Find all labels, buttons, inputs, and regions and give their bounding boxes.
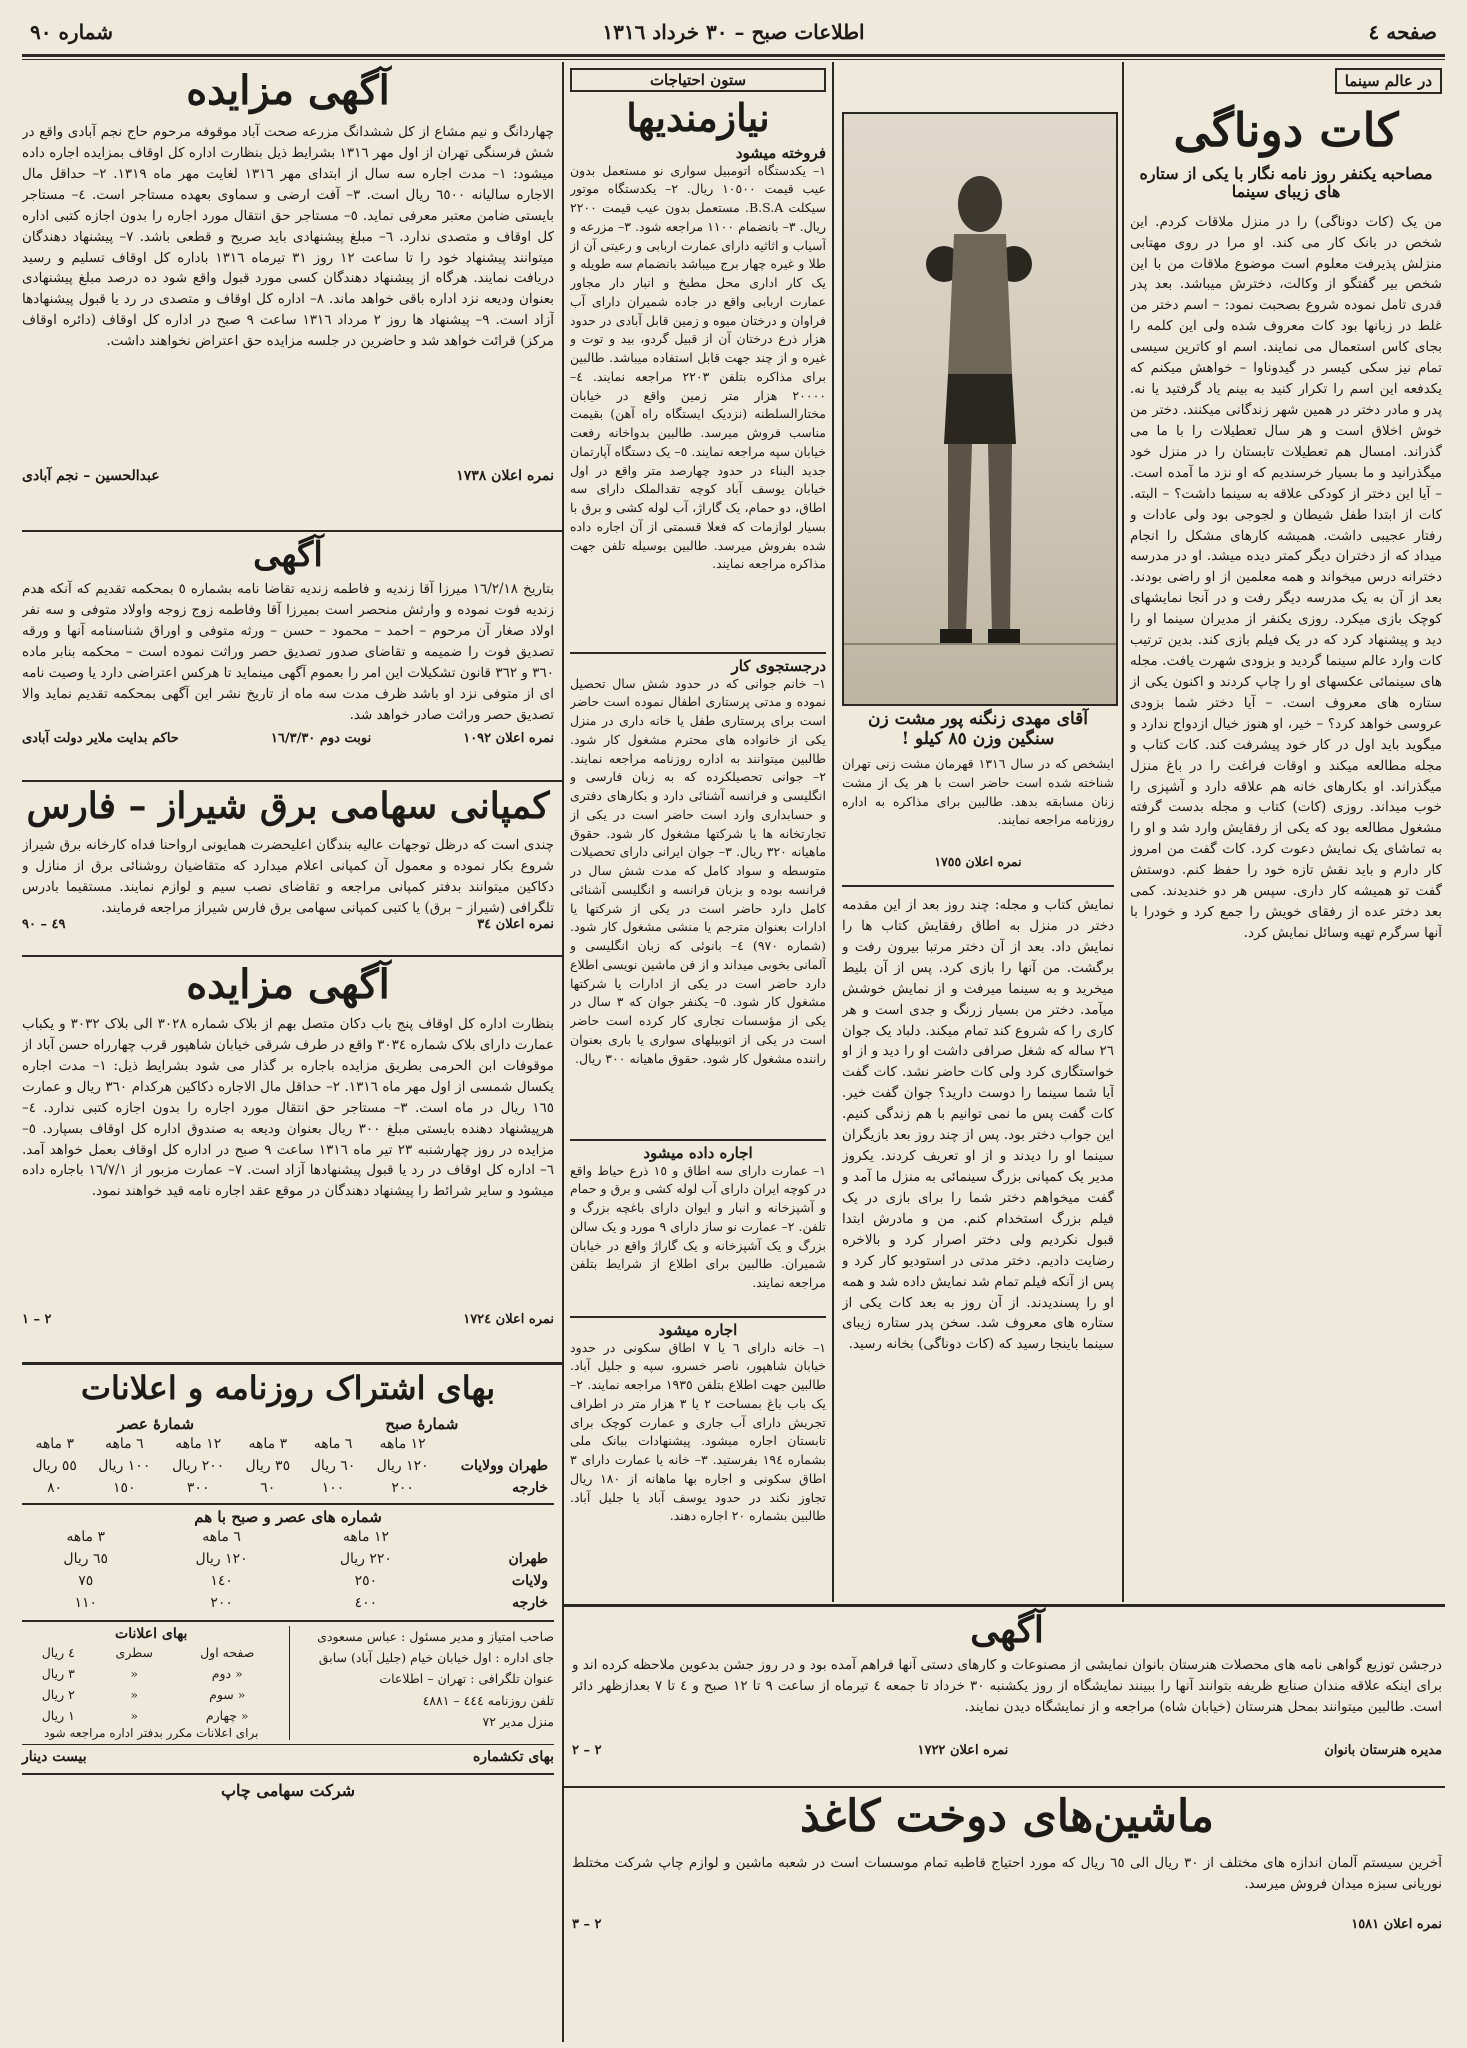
ads-title: بهای اعلانات bbox=[115, 1625, 188, 1642]
publisher-info bbox=[289, 1626, 555, 1740]
cell: ٢ ریال bbox=[41, 1686, 75, 1702]
section-rule bbox=[562, 1604, 1445, 1607]
combined-title: شماره های عصر و صبح با هم bbox=[22, 1503, 554, 1526]
table-row bbox=[22, 1642, 281, 1663]
court-notice bbox=[22, 536, 554, 776]
row-label: خارجه bbox=[512, 1479, 548, 1496]
company-title: کمپانی سهامی برق شیراز – فارس bbox=[26, 785, 550, 827]
article-title: کات دوناگی bbox=[1173, 103, 1399, 157]
ads-note: برای اعلانات مکرر بدفتر اداره مراجعه شود bbox=[44, 1725, 259, 1740]
cell: « bbox=[130, 1665, 139, 1681]
cell: صفحه اول bbox=[200, 1644, 255, 1660]
printer-name: شرکت سهامی چاپ bbox=[22, 1773, 554, 1800]
sewing-body: آخرین سیستم آلمان اندازه های مختلف از ٣٠ ریال الی ٦٥ ریال که مورد احتیاج قاطبه تمام موسسات است در شعبه ماشین و لوازم چاپ شرکت مختلط نوریانی سبزه میدان فروش میرسد. bbox=[572, 1854, 1442, 1892]
cell: « سوم bbox=[209, 1686, 246, 1702]
column-divider bbox=[832, 62, 834, 1602]
cell: ١٢٠ ریال bbox=[376, 1457, 429, 1474]
section-rule bbox=[562, 1786, 1445, 1788]
auction-title: آگهی مزایده bbox=[186, 67, 390, 114]
for-rent-body: ١– عمارت دارای سه اطاق و ١٥ ذرع حیاط واقع در کوچه ایران دارای آب لوله کشی و برق و حمام و آشپزخانه و انبار و ایوان دارای باغچه بزرگ و تلفن. ٢– عمارت نو ساز دارای ٩ مورد و یک سالن بزرگ و یک آشپزخانه و یک گاراژ واقع در خیابان شمیران. طالبین برای اطلاع از شرایط بتلفن مراجعه نمایند. bbox=[570, 1162, 826, 1291]
page-label: صفحه ٤ bbox=[1368, 20, 1437, 44]
rates-table-a bbox=[22, 1433, 554, 1499]
cell: ٤٠٠ bbox=[354, 1594, 378, 1611]
wanted-rent-heading: اجاره میشود bbox=[570, 1316, 826, 1339]
table-row bbox=[22, 1684, 281, 1705]
notice-body: بتاریخ ١٦/٢/١٨ میرزا آقا زندیه و فاطمه زندیه تقاضا نامه بشماره ٥ بمحکمه تقدیم که آنکه هدم زندیه فوت نموده و وارثش منحصر است بمیرزا آقا وفاطمه زوج زوجه واولاد متوفی و سه نفر اولاد صغار آن مرحوم – احمد – محمود – حسن – ورثه متوفی و اوراق شناسنامه آنها و ورقه تصدیق فوت را ضمیمه و تقاضای صدور تصدیق حصر وراثت نموده است – محکمه بنابر ماده ٣٦٠ و ٣٦٢ قانون تشکیلات این امر را بعموم آگهی مینماید تا هرکس اعتراضی دارد یا وصیت نامه ای از متوفی نزد او باشد ظرف مدت سه ماه از تاریخ نشر این آگهی بمحکمه تقدیم نماید والا تصدیق حصر وراثت صادر خواهد شد. bbox=[22, 581, 554, 723]
row-label: خارجه bbox=[512, 1594, 548, 1611]
auction-signature: عبدالحسین – نجم آبادی bbox=[22, 468, 160, 484]
table-row bbox=[22, 1433, 554, 1455]
cell: ٤ ریال bbox=[41, 1644, 75, 1660]
cell: ٢٠٠ bbox=[210, 1594, 233, 1611]
table-row bbox=[22, 1663, 281, 1684]
notice-title: آگهی bbox=[253, 535, 323, 575]
boxer-photo bbox=[842, 112, 1118, 706]
cell: ٢٠٠ ریال bbox=[172, 1457, 225, 1474]
notice-turn: نوبت دوم ١٦/٣/٣٠ bbox=[270, 731, 372, 747]
cell: ١٠٠ bbox=[321, 1479, 345, 1496]
table-row bbox=[22, 1548, 554, 1570]
caption-title: آقای مهدی زنگنه پور مشت زن سنگین وزن ٨٥ کیلو ! bbox=[867, 709, 1089, 749]
auction2-title: آگهی مزایده bbox=[186, 961, 390, 1008]
cell: « bbox=[130, 1707, 139, 1723]
table-row bbox=[22, 1526, 554, 1548]
auction-notice-number: نمره اعلان ١٧٣٨ bbox=[456, 468, 554, 484]
cell: ٢٢٠ ریال bbox=[339, 1550, 392, 1567]
boxer-figure-icon bbox=[844, 114, 1116, 704]
rates-table-b bbox=[22, 1526, 554, 1614]
cell: ١٢٠ ریال bbox=[195, 1550, 248, 1567]
masthead-rule bbox=[22, 54, 1445, 57]
cell: ١٠٠ ریال bbox=[98, 1457, 151, 1474]
auction2-ref: ٢ – ١ bbox=[22, 1312, 52, 1327]
masthead-rule-thin bbox=[22, 59, 1445, 60]
photo-caption bbox=[842, 710, 1114, 900]
manager-phone-line: منزل مدیر ٧٢ bbox=[482, 1713, 554, 1729]
cell: ٣٥ ریال bbox=[245, 1457, 291, 1474]
ads-table bbox=[22, 1642, 281, 1726]
table-row bbox=[22, 1570, 554, 1592]
sewing-ref: ٢ – ٣ bbox=[572, 1916, 602, 1932]
col-header: ٣ ماهه bbox=[66, 1528, 106, 1545]
cell: ٨٠ bbox=[47, 1479, 63, 1496]
notice-number: نمره اعلان ١٠٩٢ bbox=[463, 731, 554, 747]
school-signer: مدیره هنرستان بانوان bbox=[1324, 1743, 1442, 1759]
owner-line: صاحب امتیاز و مدیر مسئول : عباس مسعودی bbox=[317, 1628, 554, 1644]
col-header: ٦ ماهه bbox=[313, 1435, 353, 1452]
phone-line: تلفن روزنامه ٤٤٤ – ٤٨٨١ bbox=[422, 1692, 554, 1708]
company-ref: ٤٩ – ٩٠ bbox=[22, 917, 66, 933]
cell: ٦٥ ریال bbox=[63, 1550, 109, 1567]
cell: ٦٠ bbox=[260, 1479, 276, 1496]
col-header: ١٢ ماهه bbox=[175, 1435, 222, 1452]
column-divider bbox=[1122, 62, 1124, 1602]
cinema-continuation: نمایش کتاب و مجله: چند روز بعد از این مقدمه دختر در منزل به اطاق رفقایش کتاب ها را نمایش داد. بعد از آن دختر مرتبا بیرون رفت و برگشت. من آنها را بازی کرد. پس از آن بلیط میخرید و به سینما میرفت و از نمایش خوشش میآمد. دختر من بسیار زرنگ و جدی است و هر کاری را که شروع کند تمام میکند. دلباد یک جوان ٢٦ ساله که شغل صرافی داشت او را دید و از او خواستگاری کرد ولی کات حاضر نشد. کات گفت آیا شما سینما را دوست دارید؟ جوان گفت خیر. کات گفت پس ما نمی توانیم با هم زندگی کنیم. این جواب دختر بود. پس از چند روز بعد بازیگران سینما او را دیدند و از او تعریف کردند. یکروز مدیر یک کمپانی بزرگ سینمائی به منزل ما آمد و گفت میخواهم دختر شما را برای بازی در یک فیلم بزرگ استخدام کنم. من و مادرش ابتدا قبول نکردیم ولی دختر اصرار کرد و بالاخره رضایت دادیم. دختر مدتی در استودیو کار کرد و پس از آنکه فیلم تمام شد نمایش داده شد و همه او را پسندیدند. از آن روز به بعد کات یکی از ستاره های معروف شد. سخن پدر ستاره زیبای سینما باینجا رسید که (کات دوناگی) بخانه رسید. bbox=[842, 897, 1114, 1353]
cell: ٧٥ bbox=[78, 1572, 94, 1589]
section-tag: در عالم سینما bbox=[1335, 68, 1442, 94]
school-notice-body: درجشن توزیع گواهی نامه های محصلات هنرستان بانوان نمایشی از مصنوعات و کارهای دستی آنها فراهم آمده بود و در روز جشن بدعوین ملاحظه کرده اند و برای اینکه علاقه مندان صنایع ظریفه بتوانند آنها را ببینند نمایشگاه از روز یکشنبه ٣٠ خرداد تا جمعه ٤ تیرماه از ساعت ٩ تا ١٢ صبح و ٤ تا ٧ بعدازظهر دائر است. طالبین میتوانند بمحل هنرستان (خیابان شاه) مراجعه و از نمایشگاه دیدن نمایند. bbox=[572, 1657, 1442, 1716]
morning-issue-label: شمارهٔ صبح bbox=[385, 1414, 459, 1433]
section-rule bbox=[22, 955, 562, 957]
table-row bbox=[22, 1705, 281, 1726]
school-ref: ٢ – ٢ bbox=[572, 1743, 602, 1759]
school-exhibition-notice bbox=[572, 1610, 1442, 1780]
row-label: طهران وولایات bbox=[460, 1457, 548, 1474]
table-row bbox=[22, 1592, 554, 1614]
caption-rule bbox=[842, 885, 1114, 887]
telegraph-line: عنوان تلگرافی : تهران – اطلاعات bbox=[379, 1671, 554, 1687]
auction2-body: بنظارت اداره کل اوقاف پنج باب دکان متصل بهم از بلاک شماره ٣٠٢٨ الی بلاک ٣٠٣٢ و یکباب عمارت دارای بلاک شماره ٣٠٣٤ واقع در طرف شرقی خیابان شاهپور قرب چهارراه حسن آباد از موقوفات ابن الحرمی بطریق مزایده باجاره بر گذار می شود بشرایط ذیل: ١– مدت اجاره یکسال شمسی از اول مهر ماه ١٣١٦. ٢– حداقل مال الاجاره دکاکین هرکدام ٣٦٠ ریال و عمارت ١٦٥ ریال در ماه است. ٣– مستاجر حق انتقال مورد اجاره را بدون اجازه کتبی ندارد. ٤– هرپیشنهاد دهنده بایستی مبلغ ٣٠٠ ریال بعنوان ودیعه به صندوق اداره کل اوقاف بسپارد. ٥– مزایده در روز چهارشنبه ٢٣ تیر ماه ١٣١٦ ساعت ٩ صبح در اداره کل اوقاف بعمل خواهد آمد. ٦– اداره کل اوقاف در رد یا قبول پیشنهادها آزاد است. ٧– عمارت مزبور از ١٦/٧/١ باجاره داده میشود و سایر شرائط را پیشنهاد دهندگان در موقع عقد اجاره نامه قید خواهند نمود. bbox=[22, 1016, 554, 1200]
cell: « bbox=[130, 1686, 139, 1702]
cell: ٣٠٠ bbox=[186, 1479, 210, 1496]
row-label: ولایات bbox=[511, 1572, 548, 1589]
needs-title: نیازمندیها bbox=[626, 95, 770, 140]
cell: ١١٠ bbox=[74, 1594, 97, 1611]
single-price-label: بهای تکشماره bbox=[472, 1748, 554, 1765]
school-notice-number: نمره اعلان ١٧٢٢ bbox=[917, 1743, 1009, 1759]
company-body: چندی است که درظل توجهات عالیه بندگان اعلیحضرت همایونی ارواحنا فداه کارخانه برق شیراز شروع بکار نموده و معمول آن کمپانی اعلام میدارد که متقاضیان روشنائی برق از منازل و دکاکین میتوانند بدفتر کمپانی مراجعه و تقاضای نصب سیم و لوازم نمایند. مستقیما بادرس تلگرافی (شیراز – برق) یا کتبی کمپانی سهامی برق فارس شیراز مراجعه فرمایند. bbox=[22, 837, 554, 917]
rates-title: بهای اشتراک روزنامه و اعلانات bbox=[80, 1369, 496, 1407]
notice-judge: حاکم بدایت ملایر دولت آبادی bbox=[22, 731, 179, 747]
evening-issue-label: شمارهٔ عصر bbox=[117, 1414, 195, 1433]
cell: ٥٥ ریال bbox=[32, 1457, 77, 1474]
col-header: ٦ ماهه bbox=[202, 1528, 241, 1545]
col-header: ١٢ ماهه bbox=[379, 1435, 426, 1452]
row-label: طهران bbox=[508, 1550, 548, 1567]
issue-number: شماره ٩٠ bbox=[30, 20, 113, 44]
job-seekers-heading: درجستجوی کار bbox=[570, 652, 826, 675]
job-seekers-body: ١– خانم جوانی که در حدود شش سال تحصیل نموده و مدتی پرستاری اطفال نموده است حاضر است برای پرستاری طفل یا خانه داری در منزل یکی از خانواده های محترم مشغول کار شود. طالبین میتوانند به اداره روزنامه مراجعه نمایند. ٢– جوانی تحصیلکرده که به زبان فارسی و انگلیسی و فرانسه آشنائی دارد و بکارهای دفتری و حسابداری وارد است حاضر است در یکی از تجارتخانه ها یا شرکتها مشغول کار شود. حقوق ماهیانه ٣٢٠ ریال. ٣– جوان ایرانی دارای تحصیلات متوسطه و سواد کامل که مدت شش سال در فرانسه بوده و بزبان فرانسه و انگلیسی آشنائی کامل دارد حاضر است در یکی از شرکتها یا ادارات بعنوان مترجم یا منشی مشغول کار شود. (شماره ٩٧٠) ٤– بانوئی که زبان انگلیسی و آلمانی بخوبی میداند و از فن ماشین نویسی اطلاع دارد حاضر است در یکی از ادارات یا شرکتها مشغول کار شود. ٥– یکنفر جوان که ٣ سال در یکی از مؤسسات تجاری کار کرده است حاضر است در یکی از اتوبیلهای سواری یا باری بعنوان راننده مشغول کار شود. حقوق ماهیانه ٣٠٠ ریال. bbox=[570, 675, 826, 1066]
cell: ٢٠٠ bbox=[391, 1479, 414, 1496]
sewing-title: ماشین‌های دوخت کاغذ bbox=[799, 1791, 1214, 1842]
cell: « چهارم bbox=[205, 1707, 249, 1723]
caption-body: ایشخص که در سال ١٣١٦ قهرمان مشت زنی تهران شناخته شده است حاضر است با هر یک از مشت زنان مسابقه بدهد. طالبین برای مذاکره به اداره روزنامه مراجعه نمایند. bbox=[842, 756, 1114, 828]
cell: ١٤٠ bbox=[210, 1572, 233, 1589]
cinema-column bbox=[1130, 68, 1442, 1598]
sewing-machines-ad bbox=[572, 1792, 1442, 2032]
col-header: ٦ ماهه bbox=[104, 1435, 144, 1452]
cell: ٢٥٠ bbox=[354, 1572, 378, 1589]
col-header: ٣ ماهه bbox=[248, 1435, 288, 1452]
cell: ١ ریال bbox=[41, 1707, 75, 1723]
article-subtitle: مصاحبه یکنفر روز نامه نگار با یکی از ستاره های زیبای سینما bbox=[1139, 163, 1433, 202]
needs-column bbox=[570, 68, 826, 1598]
auction-notice-1 bbox=[22, 68, 554, 528]
table-row bbox=[22, 1477, 554, 1499]
table-row bbox=[22, 1455, 554, 1477]
cell: ٦٠ ریال bbox=[310, 1457, 356, 1474]
col-header: ١٢ ماهه bbox=[342, 1528, 389, 1545]
electric-company-notice bbox=[22, 786, 554, 951]
auction-notice-2 bbox=[22, 962, 554, 1358]
sewing-notice-number: نمره اعلان ١٥٨١ bbox=[1351, 1916, 1442, 1932]
for-sale-heading: فروخته میشود bbox=[735, 143, 826, 162]
section-rule bbox=[22, 530, 562, 532]
cell: ١٥٠ bbox=[113, 1479, 136, 1496]
school-notice-title: آگهی bbox=[970, 1609, 1044, 1651]
subscription-rates bbox=[22, 1370, 554, 2040]
single-price-value: بیست دینار bbox=[22, 1748, 87, 1765]
for-sale-body: ١– یکدستگاه اتومبیل سواری نو مستعمل بدون عیب قیمت ١٠٥٠٠ ریال. ٢– یکدستگاه موتور سیکلت B.S.A. مستعمل بدون عیب قیمت ٢٢٠٠ ریال. ٣– بانضمام ١١٠٠ مراجعه شود. ٣– مزرعه و آسیاب و اثاثیه دارای عمارت اربابی و رعیتی آن از طلا و غیره چهار برج میباشد بانضمام سه طویله و یک کار اداری محل مطبخ و انبار دار مجاور عمارت اربابی واقع در جاده شمیران دارای آب فراوان و درختان میوه و زمین قابل آبادی در حدود هزار ذرع درختان آن از قبیل گردو، بید و توت و غیره و از چند جهت قابل استفاده میباشد. طالبین برای مذاکره بتلفن ٢٢٠٣ مراجعه نمایند. ٤– ٢٠٠٠٠ هزار متر زمین واقع در خیابان مختارالسلطنه (نزدیک ایستگاه راه آهن) بقیمت مناسب فروش میرسد. طالبین بدواخانه رفعت خیابان سپه مراجعه نمایند. ٥– یک دستگاه آپارتمان جدید البناء در حدود چهارصد متر واقع در اول خیابان یوسف آباد کوچه تقدالملک دارای سه اطاق، دو حمام، یک گاراژ، آب لوله کشی و برق با بسیار لوازمات که فعلا قسمتی از آن اجاره داده شده بفروش میرسد. طالبین بوسیله تلفن جهت مذاکره مراجعه نمایند. bbox=[570, 162, 826, 572]
col-header: ٣ ماهه bbox=[35, 1435, 74, 1452]
auction2-notice-number: نمره اعلان ١٧٢٤ bbox=[463, 1312, 554, 1327]
wanted-rent-body: ١– خانه دارای ٦ یا ٧ اطاق سکونی در حدود خیابان شاهپور، ناصر خسرو، سپه و جلیل آباد. طالبین جهت اطلاع بتلفن ١٩٣٥ مراجعه نمایند. ٢– یک باب باغ بمساحت ٢ یا ٣ هزار متر در اطراف تجریش دارای آب جاری و عمارت کوچک برای تابستان اجاره میشود. پیشنهادات ببانک ملی بشماره ١٩٤ بفرستید. ٣– خانه یا عمارت دارای ٣ اطاق سکونی و اجاره بها ماهانه از ١٨٠ ریال تجاوز نکند در حدود یوسف آباد یا جلیل آباد. طالبین بشماره ٢٠ اجاره دهند. bbox=[570, 1339, 826, 1524]
ad-prices bbox=[22, 1626, 289, 1740]
column-head: ستون احتیاجات bbox=[570, 68, 826, 92]
auction-body: چهاردانگ و نیم مشاع از کل ششدانگ مزرعه صحت آباد موقوفه مرحوم حاج نجم آبادی واقع در شش فرسنگی تهران از اول مهر ١٣١٦ بشرایط ذیل بنظارت اداره کل اوقاف بمزایده اجاره داده میشود: ١– مدت اجاره سه سال از ابتدای مهر ١٣١٦ لغایت مهر ماه ١٣١٩. ٢– حداقل مال الاجاره سالیانه ٦٥٠٠ ریال است. ٣– آفت ارضی و سماوی بعهده مستاجر است. ٤– مستاجر بایستی ضامن معتبر معرفی نماید. ٥– مستاجر حق انتقال مورد اجاره را بدون اجازه کتبی اداره کل اوقاف و متصدی ندارد. ٦– مبلغ پیشنهادی باید صریح و قطعی باشد. ٧– پیشنهاد دهندگان میتوانند پیشنهاد خود را تا ساعت ١٢ روز ٣١ تیرماه ١٣١٦ باداره کل اوقاف تسلیم و رسید دریافت نمایند. هرگاه از پیشنهاد دهندگان کسی مورد قبول واقع شود ده درصد مبلغ پیشنهادی بعنوان ودیعه نزد اداره باقی خواهد ماند. ٨– اداره کل اوقاف و متصدی در رد یا قبول پیشنهادها آزاد است. ٩– پیشنهاد ها روز ٢ مرداد ١٣١٦ ساعت ٩ صبح در اداره کل اوقاف (دائره اوقاف مرکز) قرائت خواهد شد و حاضرین در جلسه مزایده حق اعتراض نخواهند داشت. bbox=[22, 124, 554, 350]
cell: سطری bbox=[115, 1644, 153, 1660]
column-divider bbox=[562, 62, 564, 2042]
section-rule bbox=[22, 1362, 562, 1365]
cell: « دوم bbox=[211, 1665, 243, 1681]
office-line: جای اداره : اول خیابان خیام (جلیل آباد) سابق bbox=[318, 1650, 554, 1666]
article-body: من یک (کات دوناگی) را در منزل ملاقات کردم. این شخص در بانک کار می کند. او مرا در روی مهتابی منزلش پذیرفت معلوم است موضوع ملاقات من با این شخص بیر گفتگو از وکالت، دخترش میباشد. بعد پدر قدری تامل نموده شروع بصحبت نمود: – اسم دختر من غلط در زبانها بود کات معروف شده ولی این کلمه را بجای کاس استعمال می نمایند. اسم او کاترین سیسی تمام نیز سکی کیسر در گیدوناوا – خواهش میکنم که یکدفعه این اسم را تکرار کنید به بینم یاد گرفتید یا نه. پدر و مادر دختر در همین شهر زندگانی میکنند. دختر من خوش اخلاق است و هر سال تعطیلات را با ما می گذراند. امسال هم تعطیلات تابستان را در منزل خود میگذرانید و ما بسیار خرسندیم که او نزد ما آمده است. – آیا این دختر از کودکی علاقه به سینما داشت؟ – البته. کات از ابتدا طفل شیطان و لجوجی بود ولی عادات و رفتار عجیبی داشت. همیشه کارهای مشکل را انجام میداد که از دختران دیگر کمتر دیده میشد. او در مدرسه دخترانه درس میخواند و همه معلمین از او راضی بودند. بعد از آن به یک مدرسه دیگر رفت و در آنجا نمایشهای کوچک بازی میکرد. روزی یکنفر از مدیران سینما او را دید و پیشنهاد کرد که در یک فیلم بازی کند. بدین ترتیب کات وارد عالم سینما گردید و بزودی شهرت یافت. مجله های سینمائی عکسهای او را چاپ کردند و اکنون یکی از ستاره های معروف است. – آیا دختر شما بزودی عروسی خواهد کرد؟ – خیر، او هنوز خیال ازدواج ندارد و میگوید باید اول در کار خود پیشرفت کند. کات کتاب و مجله مطالعه میکند و اوقات فراغت را در باغ منزل میگذراند. او بکارهای خانه هم علاقه دارد و آشپزی را خوب میداند. روزی (کات) کتاب و مجله بدست گرفته مشغول مطالعه بود که یکی از رفقایش وارد شد و او را به تماشای یک نمایش دعوت کرد. کات گفت من امروز کار دارم و باید نقش تازه خود را حفظ کنم. دوستش گفت تو همیشه کار داری. سپس هر دو خندیدند. کمی بعد دختر عده از رفقای خویش را جمع کرد و خودرا با آنها سرگرم تهیه وسائل نمایش کرد. bbox=[1130, 213, 1442, 942]
masthead: اطلاعات صبح – ٣٠ خرداد ١٣١٦ bbox=[602, 20, 865, 44]
section-rule bbox=[22, 780, 562, 782]
for-rent-heading: اجاره داده میشود bbox=[570, 1139, 826, 1162]
company-notice-number: نمره اعلان ٣٤ bbox=[477, 917, 554, 933]
caption-notice-number: نمره اعلان ١٧٥٥ bbox=[934, 854, 1022, 870]
cell: ٣ ریال bbox=[41, 1665, 75, 1681]
